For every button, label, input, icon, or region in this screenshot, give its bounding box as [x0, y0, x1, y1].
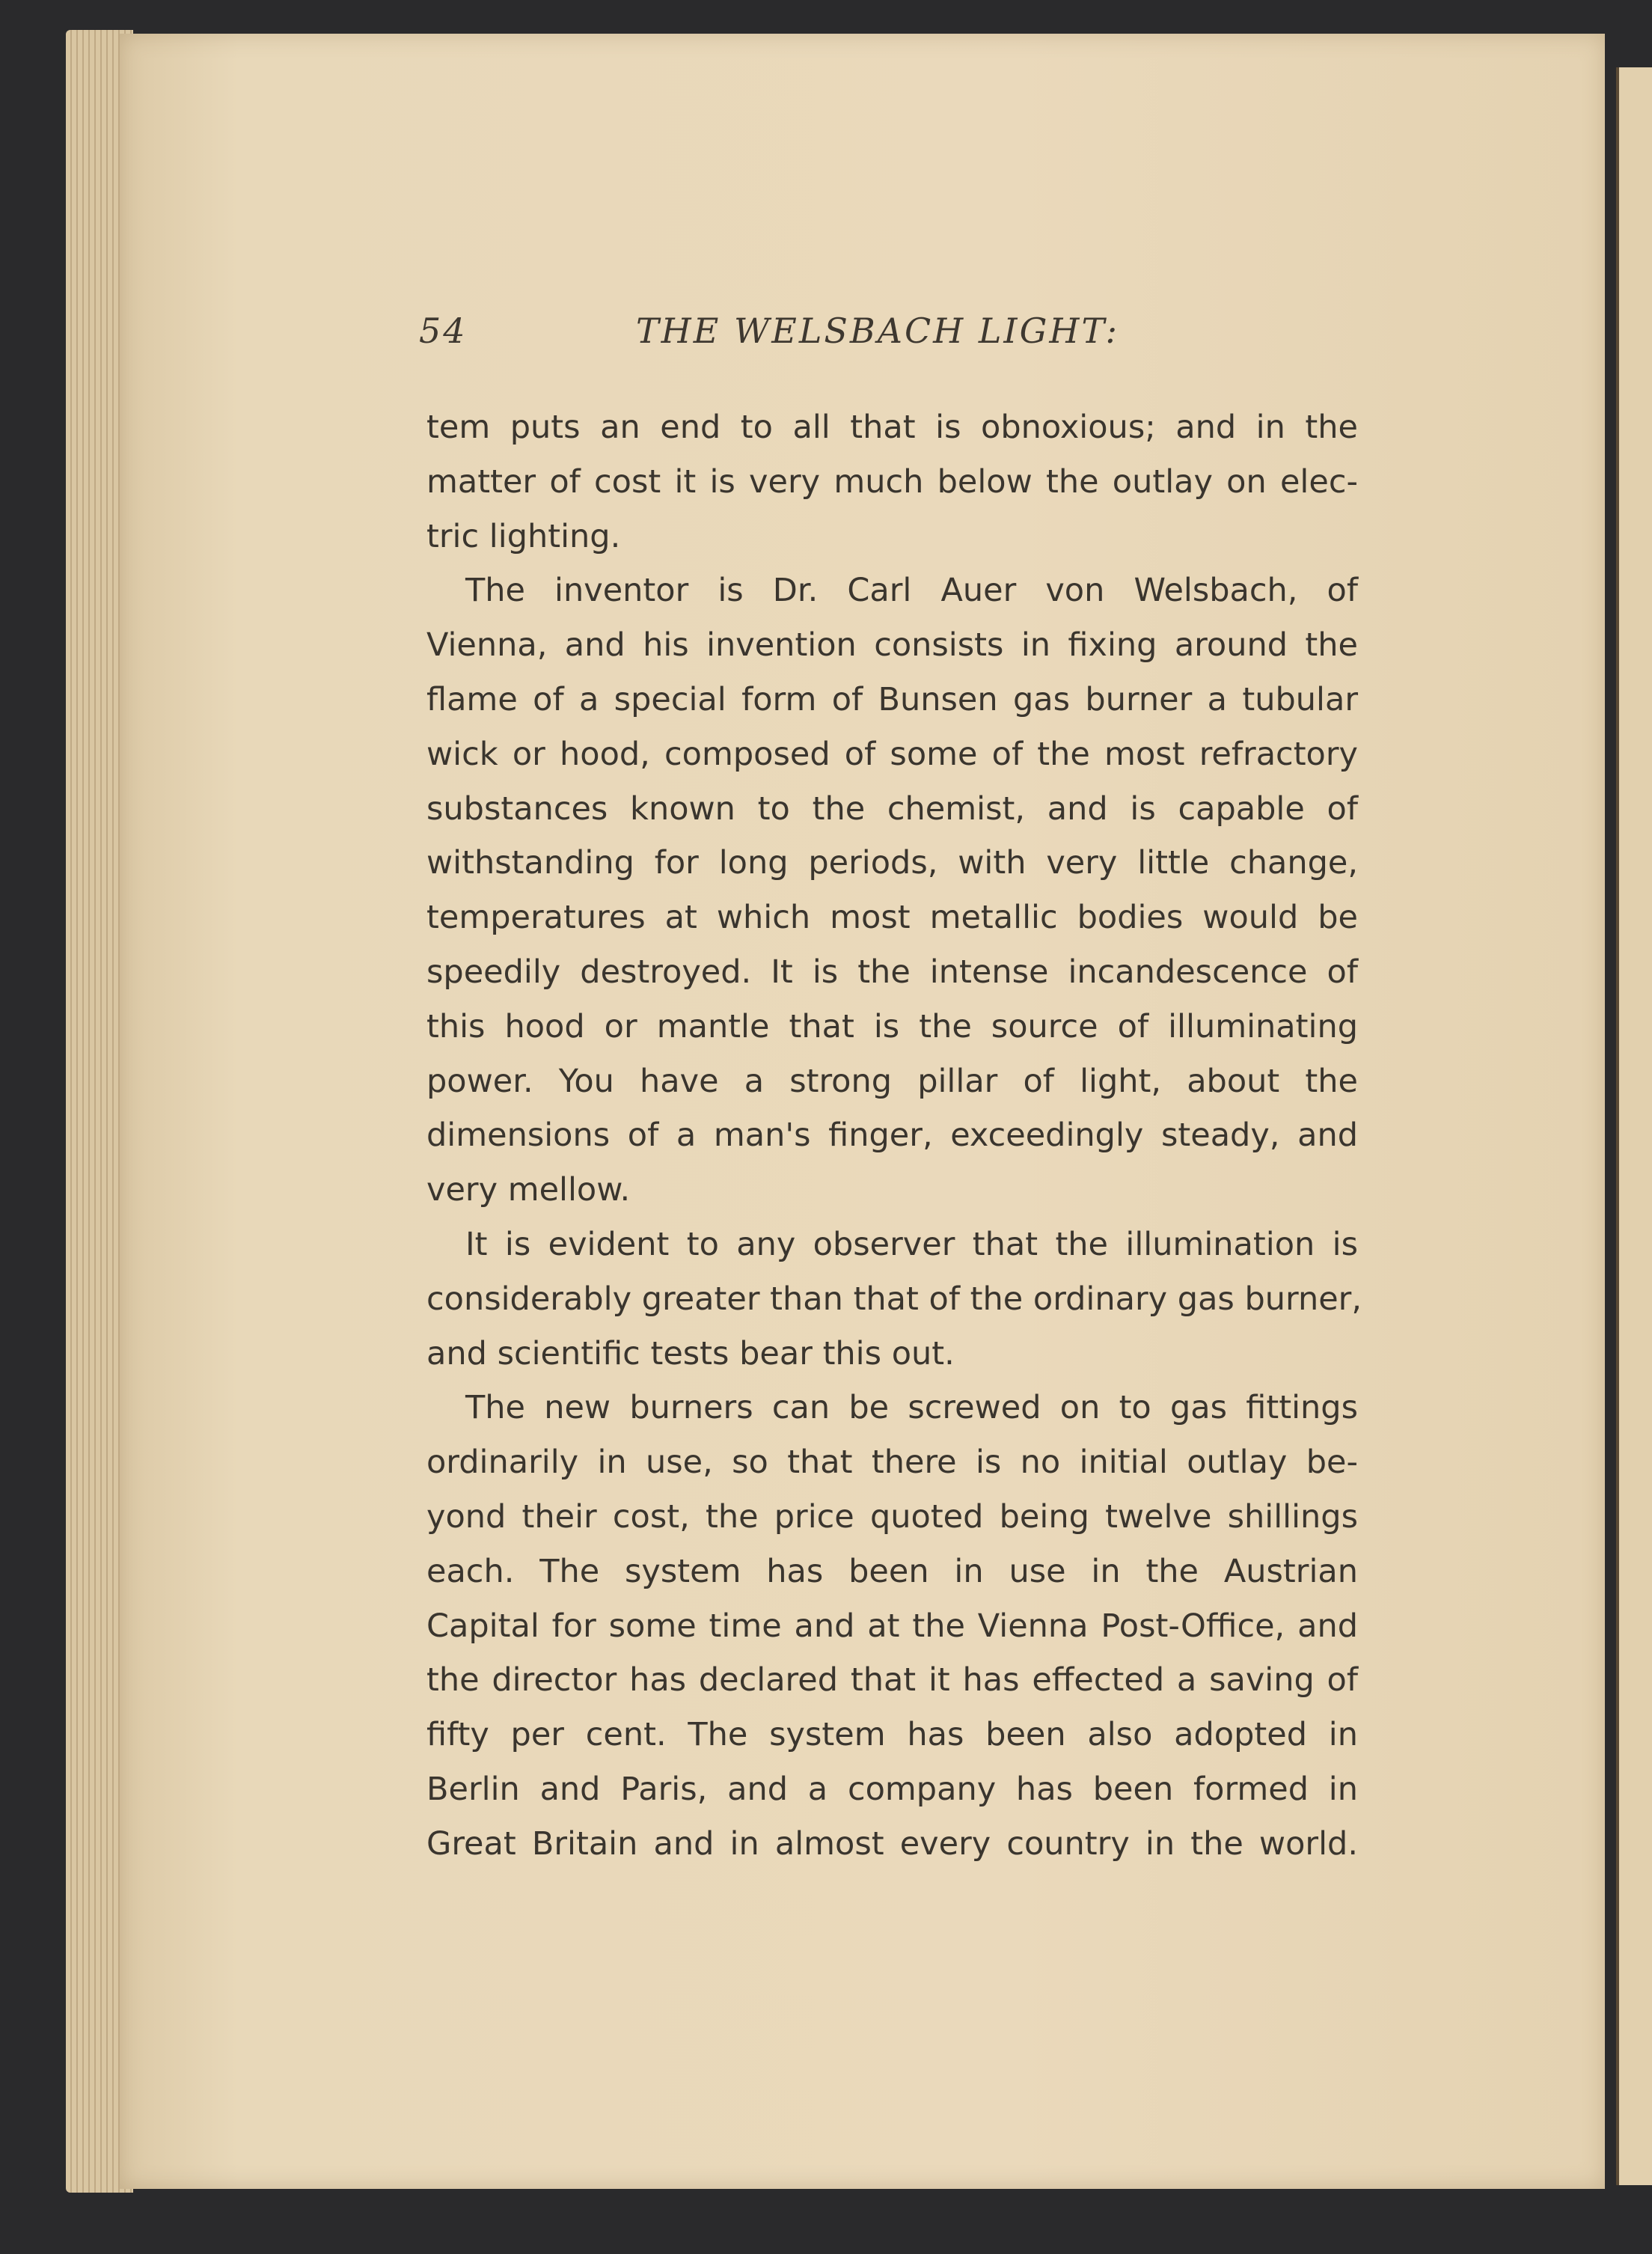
- text-line: Capital for some time and at the Vienna Post-Office, and: [426, 1607, 1358, 1645]
- text-line: this hood or mantle that is the source of illuminating: [426, 1007, 1358, 1045]
- running-title: THE WELSBACH LIGHT:: [636, 311, 1119, 351]
- text-line: tric lighting.: [426, 517, 621, 555]
- text-line: It is evident to any observer that the illumination is: [465, 1225, 1358, 1263]
- running-header: [419, 311, 1354, 363]
- text-line: very mellow.: [426, 1171, 631, 1209]
- text-line: withstanding for long periods, with very little change,: [426, 844, 1358, 882]
- text-line: The new burners can be screwed on to gas fittings: [465, 1389, 1358, 1427]
- text-line: ordinarily in use, so that there is no initial outlay be-: [426, 1444, 1358, 1482]
- text-line: substances known to the chemist, and is capable of: [426, 789, 1358, 828]
- text-line: fifty per cent. The system has been also adopted in: [426, 1716, 1358, 1754]
- text-line: wick or hood, composed of some of the most refractory: [426, 735, 1358, 773]
- text-line: temperatures at which most metallic bodies would be: [426, 899, 1358, 937]
- text-line: matter of cost it is very much below the outlay on elec-: [426, 462, 1358, 501]
- text-line: dimensions of a man's finger, exceedingly steady, and: [426, 1117, 1358, 1155]
- page-number: 54: [419, 311, 468, 351]
- text-line: tem puts an end to all that is obnoxious; and in the: [426, 409, 1358, 446]
- text-line: speedily destroyed. It is the intense incandescence of: [426, 953, 1358, 991]
- text-line: Berlin and Paris, and a company has been formed in: [426, 1770, 1358, 1808]
- text-line: power. You have a strong pillar of light, about the: [426, 1062, 1358, 1100]
- text-line: The inventor is Dr. Carl Auer von Welsbach, of: [465, 572, 1358, 610]
- facing-page-edge: [1616, 67, 1652, 2185]
- text-line: Vienna, and his invention consists in fixing around the: [426, 626, 1358, 665]
- text-line: yond their cost, the price quoted being twelve shillings: [426, 1497, 1358, 1536]
- text-line: Great Britain and in almost every country in the world.: [426, 1824, 1358, 1863]
- text-line: and scientific tests bear this out.: [426, 1334, 955, 1372]
- text-line: considerably greater than that of the ordinary gas burner,: [426, 1280, 1362, 1318]
- text-line: flame of a special form of Bunsen gas burner a tubular: [426, 680, 1358, 718]
- text-line: the director has declared that it has effected a saving of: [426, 1661, 1358, 1699]
- text-line: each. The system has been in use in the Austrian: [426, 1552, 1358, 1590]
- body-text: [426, 400, 1362, 1872]
